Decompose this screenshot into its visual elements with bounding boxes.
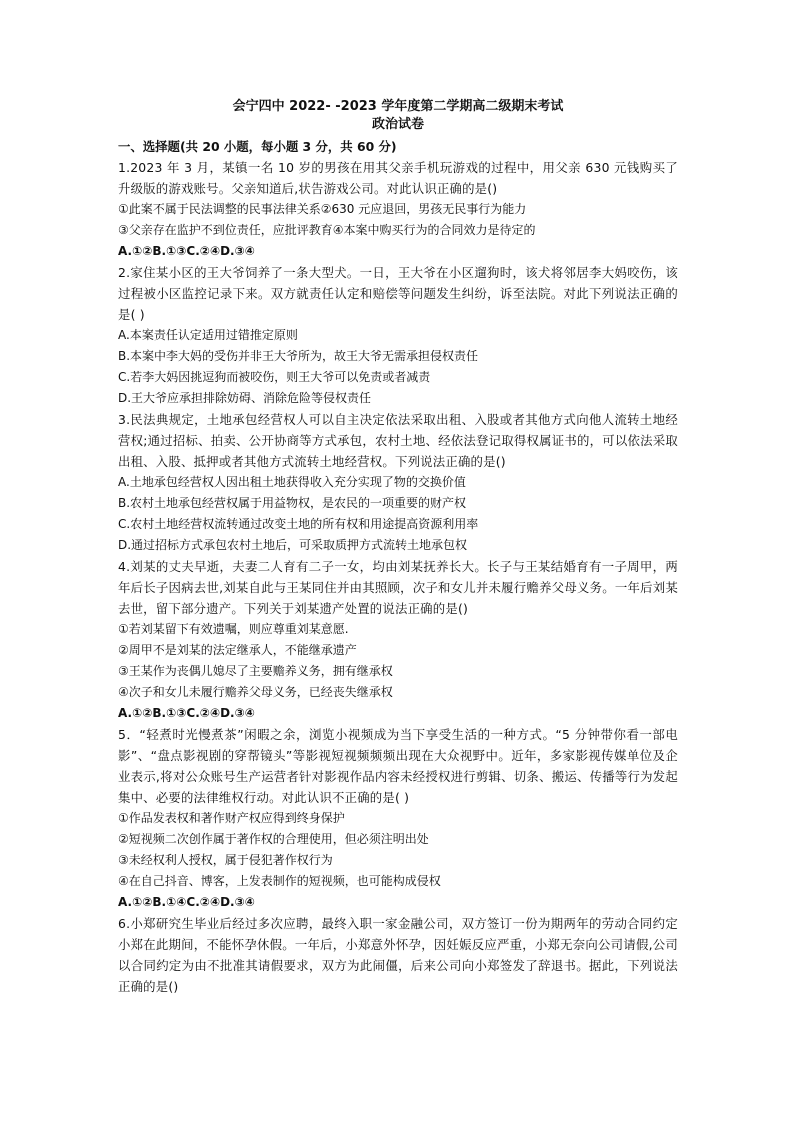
option-d: D.通过招标方式承包农村土地后，可采取质押方式流转土地承包权 (118, 538, 468, 552)
question-stem: 4.刘某的丈夫早逝，夫妻二人育有二子一女，均由刘某抚养长大。长子与王某结婚育有一子周甲，两年后长子因病去世,刘某自此与王某同住并由其照顾，次子和女儿并未履行赡养父母义务。一年后刘某去世，留下部分遗产。下列关于刘某遗产处置的说法正确的是() (118, 559, 678, 616)
answer-choices: A.①②B.①③C.②④D.③④ (118, 706, 255, 720)
statement-line: ③父亲存在监护不到位责任，应批评教育④本案中购买行为的合同效力是待定的 (118, 223, 536, 237)
question-6 (118, 913, 678, 997)
option-a: A.本案责任认定适用过错推定原则 (118, 328, 298, 342)
statement-line: ④在自己抖音、博客，上发表制作的短视频，也可能构成侵权 (118, 874, 441, 888)
question-stem: 1.2023 年 3 月，某镇一名 10 岁的男孩在用其父亲手机玩游戏的过程中，用父亲 630 元钱购买了升级版的游戏账号。父亲知道后,状告游戏公司。对此认识正确的是() (118, 160, 678, 196)
statement-line: ③王某作为丧偶儿媳尽了主要赡养义务，拥有继承权 (118, 664, 393, 678)
option-a: A.土地承包经营权人因出租土地获得收入充分实现了物的交换价值 (118, 475, 466, 489)
statement-line: ②短视频二次创作属于著作权的合理使用，但必须注明出处 (118, 832, 429, 846)
exam-page (118, 98, 678, 997)
option-c: C.农村土地经营权流转通过改变土地的所有权和用途提高资源利用率 (118, 517, 479, 531)
answer-choices: A.①②B.①③C.②④D.③④ (118, 244, 255, 258)
answer-choices: A.①②B.①④C.②④D.③④ (118, 895, 255, 909)
question-5 (118, 724, 678, 913)
option-b: B.本案中李大妈的受伤并非王大爷所为，故王大爷无需承担侵权责任 (118, 349, 479, 363)
question-1 (118, 157, 678, 262)
option-b: B.农村土地承包经营权属于用益物权，是农民的一项重要的财产权 (118, 496, 467, 510)
question-stem: 6.小郑研究生毕业后经过多次应聘，最终入职一家金融公司，双方签订一份为期两年的劳动合同约定小郑在此期间，不能怀孕休假。一年后，小郑意外怀孕，因妊娠反应严重，小郑无奈向公司请假,公司以合同约定为由不批准其请假要求，双方为此闹僵，后来公司向小郑签发了辞退书。据此，下列说法正确的是() (118, 916, 678, 994)
question-3 (118, 409, 678, 556)
option-d: D.王大爷应承担排除妨碍、消除危险等侵权责任 (118, 391, 372, 405)
statement-line: ④次子和女儿未履行赡养父母义务，已经丧失继承权 (118, 685, 393, 699)
statement-line: ①若刘某留下有效遗嘱，则应尊重刘某意愿. (118, 622, 349, 636)
question-4 (118, 556, 678, 724)
exam-subject: 政治试卷 (371, 117, 424, 132)
statement-line: ③未经权利人授权，属于侵犯著作权行为 (118, 853, 333, 867)
statement-line: ②周甲不是刘某的法定继承人，不能继承遗产 (118, 643, 357, 657)
question-stem: 5．“轻煮时光慢煮茶”闲暇之余，浏览小视频成为当下享受生活的一种方式。“5 分钟带你看一部电影”、“盘点影视剧的穿帮镜头”等影视短视频频频出现在大众视野中。近年，多家影视传媒单位及企业表示,将对公众账号生产运营者针对影视作品内容未经授权进行剪辑、切条、搬运、传播等行为发起集中、必要的法律维权行动。对此认识不正确的是( ) (118, 727, 678, 805)
option-c: C.若李大妈因挑逗狗而被咬伤，则王大爷可以免责或者减责 (118, 370, 431, 384)
question-stem: 3.民法典规定，土地承包经营权人可以自主决定依法采取出租、入股或者其他方式向他人流转土地经营权;通过招标、拍卖、公开协商等方式承包，农村土地、经依法登记取得权属证书的，可以依法采取出租、入股、抵押或者其他方式流转土地经营权。下列说法正确的是() (118, 412, 678, 469)
statement-line: ①此案不属于民法调整的民事法律关系②630 元应退回，男孩无民事行为能力 (118, 202, 527, 216)
section-heading: 一、选择题(共 20 小题，每小题 3 分，共 60 分) (118, 139, 397, 154)
question-stem: 2.家住某小区的王大爷饲养了一条大型犬。一日，王大爷在小区遛狗时，该犬将邻居李大妈咬伤，该过程被小区监控记录下来。双方就责任认定和赔偿等问题发生纠纷，诉至法院。对此下列说法正确的是( ) (118, 265, 678, 322)
statement-line: ①作品发表权和著作财产权应得到终身保护 (118, 811, 345, 825)
exam-title: 会宁四中 2022- -2023 学年度第二学期高二级期末考试 (232, 99, 564, 114)
question-2 (118, 262, 678, 409)
